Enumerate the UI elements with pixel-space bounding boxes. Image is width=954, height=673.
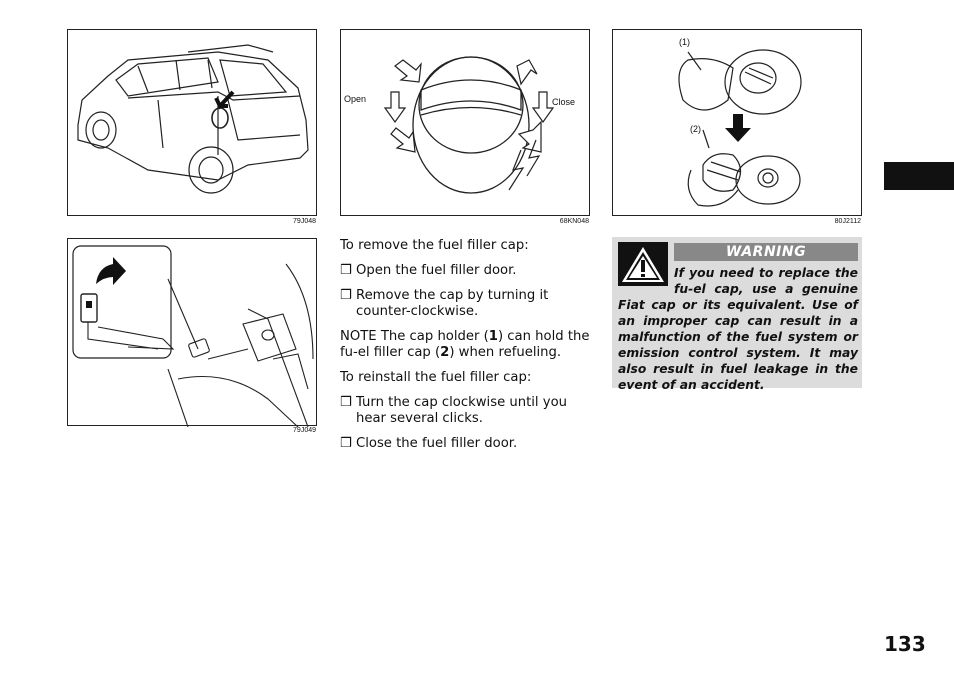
- step-turn: [340, 395, 592, 427]
- figure-cap-rotation: [340, 29, 590, 225]
- bullet-icon: ❒: [340, 436, 352, 451]
- step-close: [340, 436, 592, 452]
- lever-illustration: [68, 239, 318, 427]
- reinstall-heading: To reinstall the fuel filler cap:: [340, 370, 532, 385]
- label-open: Open: [344, 94, 367, 104]
- instructions: [340, 238, 592, 461]
- label-close: Close: [552, 97, 576, 107]
- step-text: Remove the cap by turning it counter-clockwise.: [356, 288, 549, 319]
- section-tab: [884, 162, 954, 190]
- bullet-icon: ❒: [340, 288, 352, 303]
- step-text: Open the fuel filler door.: [356, 263, 517, 278]
- label-2: (2): [690, 124, 701, 134]
- page-number: 133: [884, 632, 926, 656]
- step-text: Close the fuel filler door.: [356, 436, 518, 451]
- warning-text-block: [618, 265, 858, 393]
- note-text: NOTE The cap holder (: [340, 329, 489, 344]
- label-1: (1): [679, 37, 690, 47]
- cap-holder-illustration: [613, 30, 863, 217]
- bullet-icon: ❒: [340, 263, 352, 278]
- figure-code: 79J048: [293, 218, 316, 225]
- figure-cap-holder: [612, 29, 862, 225]
- note-text: ) when refueling.: [449, 345, 562, 360]
- step-remove: [340, 288, 592, 320]
- bullet-icon: ❒: [340, 395, 352, 410]
- cap-rotation-illustration: [341, 30, 591, 217]
- note-text: ) can hold the fu-el filler cap (: [340, 329, 590, 360]
- note-num-2: 2: [440, 345, 450, 360]
- remove-heading: To remove the fuel filler cap:: [340, 238, 529, 253]
- figure-car-fuel-door: [67, 29, 317, 225]
- car-illustration: [68, 30, 318, 217]
- figure-code: 80J2112: [834, 218, 861, 225]
- figure-release-lever: [67, 238, 317, 434]
- figure-code: 79J049: [293, 427, 316, 434]
- warning-title: WARNING: [674, 243, 858, 261]
- warning-box: [612, 237, 862, 392]
- step-text: Turn the cap clockwise until you hear several clicks.: [356, 395, 568, 426]
- warning-text: If you need to replace the fu-el cap, use a genuine Fiat cap or its equivalent. Use of an improper cap can result in a malfunction of the fuel system or emission control system. It may also result in fuel leakage in the event of an accident.: [618, 266, 858, 392]
- note: [340, 329, 592, 361]
- figure-code: 68KN048: [559, 218, 589, 225]
- step-open: [340, 263, 592, 279]
- note-num-1: 1: [488, 329, 498, 344]
